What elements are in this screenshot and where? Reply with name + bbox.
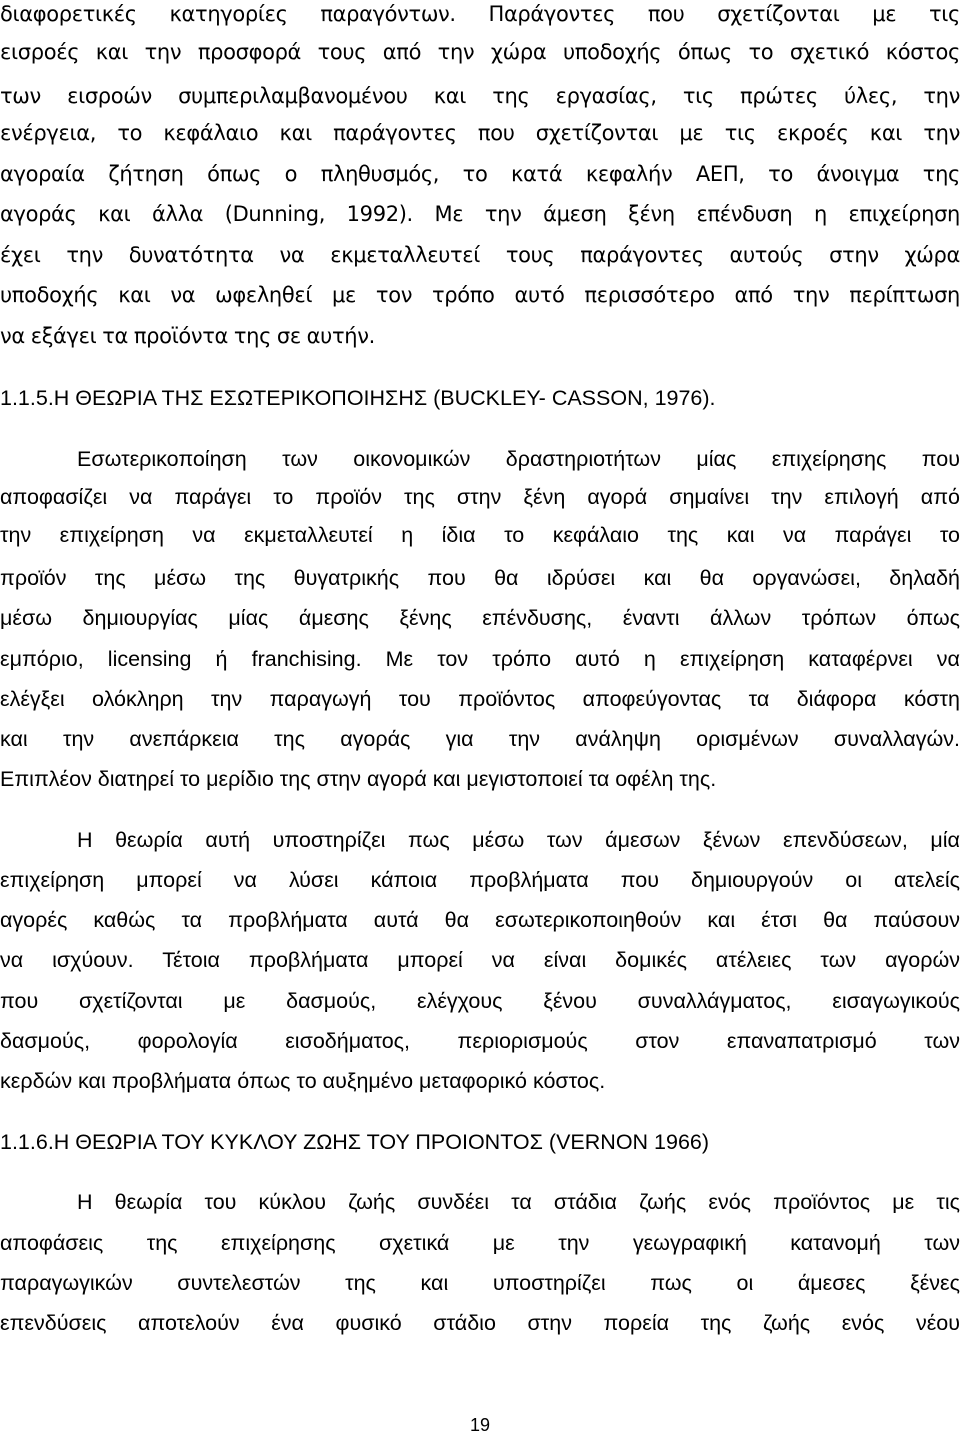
paragraph-line: αποφάσεις της επιχείρησης σχετικά με την γεωγραφική κατανομή των [0,1231,960,1255]
paragraph-line: των εισροών συμπεριλαμβανομένου και της εργασίας, τις πρώτες ύλες, την [0,84,960,108]
paragraph-line: διαφορετικές κατηγορίες παραγόντων. Παράγοντες που σχετίζονται με τις [0,2,960,26]
page-number: 19 [469,1415,491,1435]
paragraph-line: αποφασίζει να παράγει το προϊόν της στην ξένη αγορά σημαίνει την επιλογή από [0,485,960,509]
paragraph-line: Η θεωρία αυτή υποστηρίζει πως μέσω των άμεσων ξένων επενδύσεων, μία [77,828,960,852]
paragraph-line: ενέργεια, το κεφάλαιο και παράγοντες που σχετίζονται με τις εκροές και την [0,121,960,145]
paragraph-line: δασμούς, φορολογία εισοδήματος, περιορισμούς στον επαναπατρισμό των [0,1029,960,1053]
section-heading: 1.1.6.Η ΘΕΩΡΙΑ ΤΟΥ ΚΥΚΛΟΥ ΖΩΗΣ ΤΟΥ ΠΡΟΙΟΝΤΟΣ (VERNON 1966) [0,1130,710,1154]
paragraph-line-last: Επιπλέον διατηρεί το μερίδιο της στην αγορά και μεγιστοποιεί τα οφέλη της. [0,767,717,791]
paragraph-line: που σχετίζονται με δασμούς, ελέγχους ξένου συναλλάγματος, εισαγωγικούς [0,989,960,1013]
paragraph-line: παραγωγικών συντελεστών της και υποστηρίζει πως οι άμεσες ξένες [0,1271,960,1295]
paragraph-line: και την ανεπάρκεια της αγοράς για την ανάληψη ορισμένων συναλλαγών. [0,727,960,751]
paragraph-line: εμπόριο, licensing ή franchising. Με τον τρόπο αυτό η επιχείρηση καταφέρνει να [0,647,960,671]
paragraph-line: ελέγξει ολόκληρη την παραγωγή του προϊόντος αποφεύγοντας τα διάφορα κόστη [0,687,960,711]
paragraph-line: υποδοχής και να ωφεληθεί με τον τρόπο αυτό περισσότερο από την περίπτωση [0,283,960,307]
paragraph-line: επενδύσεις αποτελούν ένα φυσικό στάδιο στην πορεία της ζωής ενός νέου [0,1311,960,1335]
paragraph-line-last: να εξάγει τα προϊόντα της σε αυτήν. [0,324,375,348]
paragraph-line: Η θεωρία του κύκλου ζωής συνδέει τα στάδια ζωής ενός προϊόντος με τις [77,1190,960,1214]
paragraph-line: να ισχύουν. Τέτοια προβλήματα μπορεί να είναι δομικές ατέλειες των αγορών [0,948,960,972]
paragraph-line-last: κερδών και προβλήματα όπως το αυξημένο μεταφορικό κόστος. [0,1069,606,1093]
paragraph-line: αγοράς και άλλα (Dunning, 1992). Με την άμεση ξένη επένδυση η επιχείρηση [0,202,960,226]
section-heading: 1.1.5.Η ΘΕΩΡΙΑ ΤΗΣ ΕΣΩΤΕΡΙΚΟΠΟΙΗΣΗΣ (BUCKLEY- CASSON, 1976). [0,386,716,410]
paragraph-line: Εσωτερικοποίηση των οικονομικών δραστηριοτήτων μίας επιχείρησης που [77,447,960,471]
paragraph-line: εισροές και την προσφορά τους από την χώρα υποδοχής όπως το σχετικό κόστος [0,40,960,64]
paragraph-line: μέσω δημιουργίας μίας άμεσης ξένης επένδυσης, έναντι άλλων τρόπων όπως [0,606,960,630]
paragraph-line: την επιχείρηση να εκμεταλλευτεί η ίδια το κεφάλαιο της και να παράγει το [0,523,960,547]
paragraph-line: αγορές καθώς τα προβλήματα αυτά θα εσωτερικοποιηθούν και έτσι θα παύσουν [0,908,960,932]
paragraph-line: προϊόν της μέσω της θυγατρικής που θα ιδρύσει και θα οργανώσει, δηλαδή [0,566,960,590]
paragraph-line: έχει την δυνατότητα να εκμεταλλευτεί τους παράγοντες αυτούς στην χώρα [0,243,960,267]
paragraph-line: επιχείρηση μπορεί να λύσει κάποια προβλήματα που δημιουργούν οι ατελείς [0,868,960,892]
paragraph-line: αγοραία ζήτηση όπως ο πληθυσμός, το κατά κεφαλήν ΑΕΠ, το άνοιγμα της [0,162,960,186]
